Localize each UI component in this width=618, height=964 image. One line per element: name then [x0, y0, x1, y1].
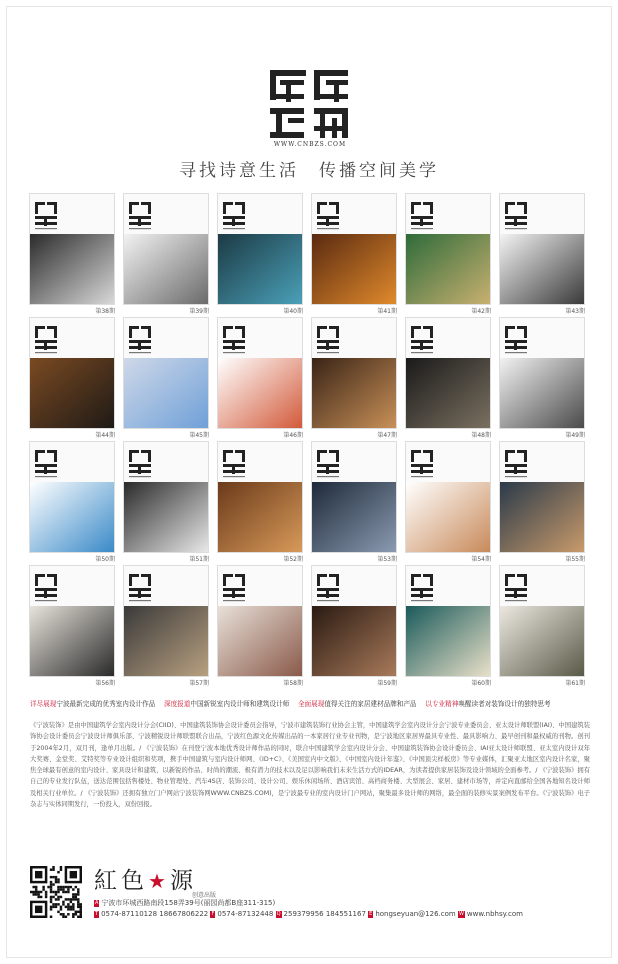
star-icon: ★ [148, 869, 170, 893]
cover-image [218, 194, 302, 304]
qq-tag: Q [276, 910, 281, 917]
issue-cover[interactable] [218, 318, 303, 439]
web-tag: W [458, 910, 464, 917]
cover-image [218, 566, 302, 676]
cover-image [312, 318, 396, 428]
cover-image [30, 566, 114, 676]
cover-image [500, 566, 584, 676]
cover-image [30, 442, 114, 552]
issue-cover[interactable] [124, 318, 209, 439]
issue-number: 第57期 [189, 680, 209, 687]
issue-cover[interactable] [406, 194, 491, 315]
issue-row [30, 566, 590, 690]
issue-number: 第43期 [565, 308, 585, 315]
issue-number: 第61期 [565, 680, 585, 687]
issue-number: 第53期 [377, 556, 397, 563]
issue-cover[interactable] [406, 442, 491, 563]
publisher-address [94, 898, 275, 908]
cover-image [124, 318, 208, 428]
issue-cover[interactable] [312, 318, 397, 439]
feature-4-highlight: 以专业精神 [425, 700, 459, 708]
issue-cover[interactable] [406, 566, 491, 687]
web-link[interactable]: www.nbhsy.com [466, 910, 523, 918]
address-text: 宁波市环城西路南段158弄39号(丽园尚都B座311-315) [101, 899, 276, 907]
feature-3-highlight: 全面展现 [297, 700, 325, 708]
feature-4-text: 唤醒读者对装饰设计的独特思考 [458, 700, 551, 708]
issue-row [30, 194, 590, 318]
issue-cover[interactable] [312, 194, 397, 315]
magazine-logo [268, 68, 352, 148]
issue-cover[interactable] [218, 194, 303, 315]
issue-number: 第49期 [565, 432, 585, 439]
publisher-sub: 创意出版 [192, 892, 217, 899]
fax-tag: F [211, 910, 215, 917]
cover-image [30, 318, 114, 428]
cover-image [406, 318, 490, 428]
issue-row [30, 442, 590, 566]
issue-grid [30, 194, 590, 690]
feature-2-text: 中国新锐室内设计师和建筑设计师 [190, 700, 290, 708]
cover-image [500, 194, 584, 304]
cover-image [500, 318, 584, 428]
issue-cover[interactable] [30, 318, 115, 439]
issue-cover[interactable] [124, 442, 209, 563]
issue-number: 第38期 [95, 308, 115, 315]
cover-image [124, 566, 208, 676]
issue-number: 第46期 [283, 432, 303, 439]
cover-image [218, 318, 302, 428]
cover-image [312, 194, 396, 304]
feature-2-highlight: 深度报道 [163, 700, 191, 708]
cover-image [312, 442, 396, 552]
issue-cover[interactable] [30, 442, 115, 563]
issue-number: 第42期 [471, 308, 491, 315]
qq-text: 259379956 184551167 [283, 910, 366, 918]
issue-number: 第54期 [471, 556, 491, 563]
cover-image [30, 194, 114, 304]
publisher-brand-b: 源 [169, 868, 197, 894]
feature-3-text: 值得关注的家居建材品牌和产品 [324, 700, 417, 708]
email-tag: E [369, 910, 373, 917]
issue-cover[interactable] [30, 566, 115, 687]
email-link[interactable]: hongseyuan@126.com [375, 910, 456, 918]
logo-url: WWW.CNBZS.COM [273, 141, 347, 148]
issue-number: 第56期 [95, 680, 115, 687]
qr-code-icon [30, 866, 82, 918]
issue-number: 第52期 [283, 556, 303, 563]
issue-cover[interactable] [124, 566, 209, 687]
fax-text: 0574-87132448 [217, 910, 274, 918]
issue-number: 第45期 [189, 432, 209, 439]
issue-number: 第39期 [189, 308, 209, 315]
publisher-brand-a: 紅色 [94, 868, 148, 894]
issue-number: 第59期 [377, 680, 397, 687]
publisher-footer [30, 860, 590, 920]
issue-number: 第51期 [189, 556, 209, 563]
cover-image [406, 566, 490, 676]
tagline: 寻找诗意生活 传播空间美学 [179, 161, 439, 181]
issue-number: 第58期 [283, 680, 303, 687]
issue-number: 第47期 [377, 432, 397, 439]
issue-cover[interactable] [406, 318, 491, 439]
logo-mark-icon [268, 68, 352, 140]
cover-image [124, 194, 208, 304]
magazine-description: 《宁波装饰》是由中国建筑学会室内设计分会(CIID)、中国建筑装饰协会设计委员会指导，宁波市建筑装饰行业协会主管，中国建筑学会室内设计分会宁波专业委员会、亚太设计师联盟(IAI)、中国建筑装饰协会设计委员会宁波设计师俱乐部、宁波精锐设计师联盟联合出品，宁波红色源文化传媒出品的一本家居行业专业刊物，是宁波地区家居界最具专业性、最具影响力、最早创刊和最权威的刊物。创刊于2004年2月，双月刊，逢单月出版。/ 《宁波装饰》在刊登宁波本地优秀设计师作品的同时，联合中国建筑学会室内设计分会、中国建筑装饰协会设计委员会、IAI亚太设计师联盟、亚太室内设计双年大奖赛、金堂奖、艾特奖等专业设计组织和奖项，携手中国建筑与室内设计师网、《ID+C》、《美国室内中文版》、《中国室内设计年鉴》、《中国顶尖样板房》等专业媒体，汇聚亚太地区室内设计名家，聚焦全球最有创意的室内设计、家具设计和建筑，以新锐的作品、时尚的潮流、极有潜力的技术以及足以影响我们未来生活方式的IDEAR，为读者提供家居装饰及设计领域的全面参考。/ 《宁波装饰》拥有自己的专业发行队伍，送达范围包括售楼处、物业管理处、汽车4S店、装饰公司、设计公司、娱乐休闲场所、酒店宾馆、高档商务楼、大型展会、家居、建材市场等，并定向直邮给全国各地知名设计师及相关行业单位。/ 《宁波装饰》还拥有独立门户网站宁波装饰网WWW.CNBZS.COM)，是宁波最专业的室内设计门户网站，聚集最多设计师的网络，最全面的装修实景案例发布平台。《宁波装饰》电子杂志与实体同期发行，一份投入，双份回报。 [30, 722, 590, 809]
address-tag: A [95, 899, 99, 906]
issue-cover[interactable] [218, 442, 303, 563]
issue-number: 第41期 [377, 308, 397, 315]
cover-image [218, 442, 302, 552]
issue-cover[interactable] [30, 194, 115, 315]
issue-cover[interactable] [500, 194, 585, 315]
issue-number: 第44期 [95, 432, 115, 439]
issue-number: 第40期 [283, 308, 303, 315]
issue-cover[interactable] [218, 566, 303, 687]
feature-1-highlight: 详尽展现 [30, 700, 57, 708]
cover-image [406, 194, 490, 304]
issue-cover[interactable] [500, 442, 585, 563]
cover-image [406, 442, 490, 552]
tel-text: 0574-87110128 18667806222 [101, 910, 209, 918]
issue-cover[interactable] [312, 566, 397, 687]
publisher-contacts [94, 910, 523, 918]
issue-number: 第50期 [95, 556, 115, 563]
issue-cover[interactable] [500, 318, 585, 439]
tel-tag: T [95, 910, 99, 917]
issue-cover[interactable] [500, 566, 585, 687]
issue-number: 第60期 [471, 680, 491, 687]
issue-cover[interactable] [124, 194, 209, 315]
cover-image [124, 442, 208, 552]
cover-image [312, 566, 396, 676]
issue-cover[interactable] [312, 442, 397, 563]
cover-image [500, 442, 584, 552]
publisher-brand [94, 862, 197, 895]
issue-number: 第48期 [471, 432, 491, 439]
issue-number: 第55期 [565, 556, 585, 563]
feature-line [30, 699, 600, 709]
feature-1-text: 宁波最新完成的优秀室内设计作品 [56, 700, 156, 708]
issue-row [30, 318, 590, 442]
